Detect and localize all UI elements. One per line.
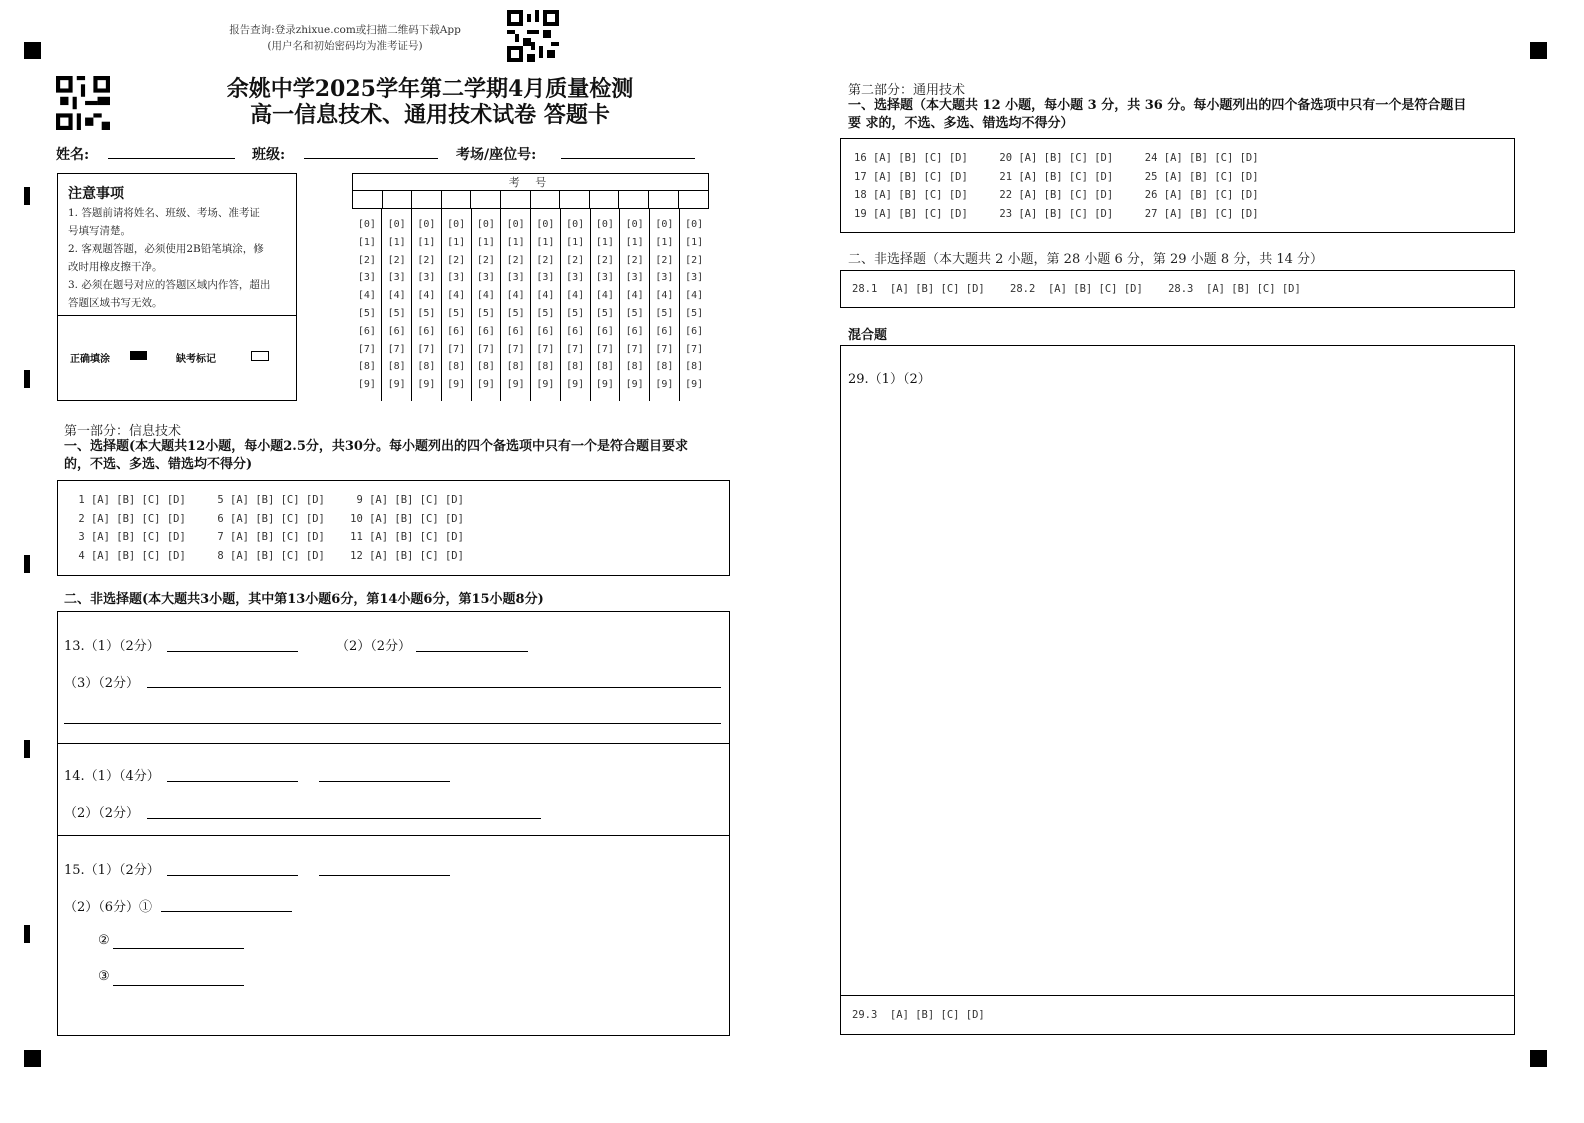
mc-row[interactable]: 1 [A] [B] [C] [D] 5 [A] [B] [C] [D] 9 [A] [B] [C] [D]: [72, 494, 464, 506]
exam-digit-bubble[interactable]: [7]: [387, 343, 406, 355]
exam-digit-bubble[interactable]: [1]: [417, 236, 436, 248]
q29-label: 29.（1）（2）: [848, 372, 931, 387]
q14-part1-answer-a[interactable]: [167, 780, 298, 782]
exam-digit-bubble[interactable]: [9]: [506, 379, 525, 391]
exam-digit-bubble[interactable]: [6]: [417, 325, 436, 337]
exam-digit-bubble[interactable]: [4]: [655, 290, 674, 302]
exam-digit-bubble[interactable]: [3]: [387, 272, 406, 284]
exam-digit-bubble[interactable]: [2]: [447, 254, 466, 266]
q15-circle2-label: ②: [98, 933, 110, 948]
mc-row[interactable]: 3 [A] [B] [C] [D] 7 [A] [B] [C] [D] 11 [A] [B] [C] [D]: [72, 531, 464, 543]
exam-digit-bubble[interactable]: [3]: [595, 272, 614, 284]
exam-digit-write-cell[interactable]: [678, 191, 708, 209]
exam-digit-write-cell[interactable]: [530, 191, 560, 209]
exam-digit-bubble[interactable]: [5]: [417, 307, 436, 319]
exam-digit-bubble[interactable]: [9]: [685, 379, 704, 391]
exam-digit-bubble[interactable]: [4]: [625, 290, 644, 302]
exam-digit-bubble[interactable]: [7]: [357, 343, 376, 355]
exam-digit-bubble[interactable]: [5]: [387, 307, 406, 319]
part1-title: 第一部分：信息技术: [64, 424, 182, 439]
exam-digit-bubble[interactable]: [0]: [566, 219, 585, 230]
q29-3-choices[interactable]: 29.3 [A] [B] [C] [D]: [852, 1009, 985, 1021]
q13-part2-answer[interactable]: [416, 650, 528, 652]
part2-mc-instruction-line2: 要 求的，不选、多选、错选均不得分）: [848, 116, 1074, 131]
exam-digit-bubble[interactable]: [8]: [566, 361, 585, 373]
exam-digit-bubble[interactable]: [4]: [595, 290, 614, 302]
exam-digit-bubble[interactable]: [6]: [357, 325, 376, 337]
q13-divider: [58, 743, 729, 744]
notice-box: [57, 173, 297, 401]
exam-digit-bubble[interactable]: [9]: [536, 379, 555, 391]
mc-row[interactable]: 17 [A] [B] [C] [D] 21 [A] [B] [C] [D] 25 [A] [B] [C] [D]: [854, 170, 1259, 183]
correct-fill-sample: [130, 351, 147, 360]
exam-digit-bubble[interactable]: [1]: [595, 236, 614, 248]
exam-digit-bubble[interactable]: [2]: [625, 254, 644, 266]
exam-digit-bubble[interactable]: [7]: [566, 343, 585, 355]
exam-digit-bubble[interactable]: [6]: [447, 325, 466, 337]
class-field[interactable]: [304, 157, 438, 159]
exam-digit-bubble[interactable]: [3]: [655, 272, 674, 284]
q14-part2-answer[interactable]: [147, 817, 541, 819]
exam-digit-bubble[interactable]: [2]: [476, 254, 495, 266]
q15-part2-answer-1[interactable]: [161, 910, 292, 912]
registration-mark-top-right: [1530, 42, 1547, 59]
notice-item: 号填写清楚。: [68, 225, 131, 237]
part1-nmc-instruction: 二、非选择题(本大题共3小题，其中第13小题6分，第14小题6分，第15小题8分): [64, 592, 544, 607]
exam-digit-column: [619, 209, 649, 401]
q13-part3-label: （3）（2分）: [64, 676, 140, 691]
exam-digit-bubble[interactable]: [1]: [357, 236, 376, 248]
exam-digit-bubble[interactable]: [7]: [685, 343, 704, 355]
q15-part1-label: 15.（1）（2分）: [64, 863, 160, 878]
page-title: [200, 76, 660, 128]
absent-mark-label: 缺考标记: [176, 354, 216, 365]
exam-digit-bubble[interactable]: [2]: [536, 254, 555, 266]
exam-digit-bubble[interactable]: [0]: [476, 219, 495, 230]
exam-digit-bubble[interactable]: [0]: [536, 219, 555, 230]
timing-mark: [24, 925, 30, 943]
mc-row[interactable]: 19 [A] [B] [C] [D] 23 [A] [B] [C] [D] 27 [A] [B] [C] [D]: [854, 207, 1259, 220]
notice-item: 答题区域书写无效。: [68, 297, 163, 309]
exam-digit-bubble[interactable]: [6]: [655, 325, 674, 337]
exam-digit-bubble[interactable]: [5]: [595, 307, 614, 319]
timing-mark: [24, 740, 30, 758]
exam-digit-write-cell[interactable]: [441, 191, 471, 209]
part2-mc-instruction-line1: 一、选择题（本大题共 12 小题，每小题 3 分，共 36 分。每小题列出的四个备选项中只有一个是符合题目: [848, 98, 1467, 113]
mc-row[interactable]: 2 [A] [B] [C] [D] 6 [A] [B] [C] [D] 10 [A] [B] [C] [D]: [72, 512, 464, 525]
seat-label: 考场/座位号:: [456, 147, 537, 163]
exam-digit-bubble[interactable]: [1]: [536, 236, 555, 248]
q14-part1-label: 14.（1）（4分）: [64, 769, 160, 784]
exam-digit-bubble[interactable]: [3]: [476, 272, 495, 284]
exam-digit-column: [471, 209, 501, 401]
exam-digit-bubble[interactable]: [8]: [655, 361, 674, 373]
exam-digit-bubble[interactable]: [9]: [566, 379, 585, 391]
exam-digit-bubble[interactable]: [3]: [506, 272, 525, 284]
exam-digit-bubble[interactable]: [2]: [417, 254, 436, 266]
exam-digit-bubble[interactable]: [1]: [566, 236, 585, 248]
part1-mc-instruction-line1: 一、选择题(本大题共12小题，每小题2.5分，共30分。每小题列出的四个备选项中只有一个是符合题目要求: [64, 439, 688, 454]
exam-digit-bubble[interactable]: [7]: [417, 343, 436, 355]
exam-digit-bubble[interactable]: [7]: [447, 343, 466, 355]
q14-part1-answer-b[interactable]: [319, 780, 450, 782]
registration-mark-bottom-left: [24, 1050, 41, 1067]
class-label: 班级:: [252, 147, 286, 163]
q28-box: [840, 270, 1515, 308]
exam-digit-bubble[interactable]: [4]: [417, 290, 436, 302]
exam-digit-bubble[interactable]: [9]: [417, 379, 436, 391]
exam-digit-bubble[interactable]: [4]: [447, 290, 466, 302]
exam-digit-column: [649, 209, 679, 401]
q28-choices[interactable]: 28.1 [A] [B] [C] [D] 28.2 [A] [B] [C] [D] 28.3 [A] [B] [C] [D]: [852, 283, 1301, 295]
exam-digit-bubble[interactable]: [2]: [387, 254, 406, 266]
registration-mark-bottom-right: [1530, 1050, 1547, 1067]
q13-part1-answer[interactable]: [167, 650, 298, 652]
exam-digit-bubble[interactable]: [3]: [625, 272, 644, 284]
exam-digit-bubble[interactable]: [6]: [595, 325, 614, 337]
q29-divider: [841, 995, 1514, 996]
qr-code-icon: [56, 76, 110, 130]
exam-digit-bubble[interactable]: [8]: [476, 361, 495, 373]
q15-part1-answer-a[interactable]: [167, 874, 298, 876]
part1-answer-box: [57, 611, 730, 1036]
part2-mc-box: [840, 138, 1515, 233]
seat-field[interactable]: [561, 157, 695, 159]
exam-digit-column: [411, 209, 441, 401]
exam-digit-write-cell[interactable]: [382, 191, 412, 209]
exam-digit-bubble[interactable]: [8]: [417, 361, 436, 373]
exam-digit-bubble[interactable]: [9]: [387, 379, 406, 391]
exam-digit-bubble[interactable]: [0]: [506, 219, 525, 230]
notice-item: 3. 必须在题号对应的答题区域内作答，超出: [68, 279, 271, 291]
exam-digit-column: [590, 209, 620, 401]
exam-digit-bubble[interactable]: [6]: [506, 325, 525, 337]
exam-digit-bubble[interactable]: [0]: [447, 219, 466, 230]
page-title-line2: 高一信息技术、通用技术试卷 答题卡: [250, 102, 610, 128]
exam-digit-bubble[interactable]: [6]: [387, 325, 406, 337]
exam-digit-bubble[interactable]: [5]: [506, 307, 525, 319]
report-query-note: [200, 22, 490, 54]
exam-digit-bubble[interactable]: [0]: [655, 219, 674, 230]
part2-nmc-instruction: 二、非选择题（本大题共 2 小题，第 28 小题 6 分，第 29 小题 8 分，共 14 分）: [848, 252, 1324, 267]
part1-mc-box: [57, 480, 730, 576]
mc-row[interactable]: 18 [A] [B] [C] [D] 22 [A] [B] [C] [D] 26 [A] [B] [C] [D]: [854, 189, 1259, 201]
notice-item: 2. 客观题答题，必须使用2B铅笔填涂，修: [68, 243, 264, 255]
notice-item: 改时用橡皮擦干净。: [68, 261, 163, 273]
exam-digit-bubble[interactable]: [5]: [625, 307, 644, 319]
q15-part2-answer-2[interactable]: [113, 947, 244, 949]
exam-digit-column: [500, 209, 530, 401]
exam-digit-bubble[interactable]: [8]: [506, 361, 525, 373]
part1-mc-instruction-line2: 的，不选、多选、错选均不得分): [64, 457, 253, 472]
part1-mc-instruction: [64, 438, 724, 474]
exam-digit-bubble[interactable]: [7]: [595, 343, 614, 355]
exam-digit-write-cell[interactable]: [412, 191, 442, 209]
exam-digit-bubble[interactable]: [3]: [536, 272, 555, 284]
exam-digit-bubble[interactable]: [8]: [536, 361, 555, 373]
exam-digit-bubble[interactable]: [4]: [506, 290, 525, 302]
exam-bubbles-wrap: [353, 209, 709, 402]
q13-part2-label: （2）（2分）: [336, 639, 412, 654]
exam-digit-bubble[interactable]: [2]: [357, 254, 376, 266]
exam-digit-bubble[interactable]: [0]: [625, 219, 644, 230]
exam-number-grid: [352, 173, 709, 401]
q13-part1-label: 13.（1）（2分）: [64, 639, 160, 654]
exam-digit-bubble[interactable]: [8]: [447, 361, 466, 373]
exam-digit-bubble[interactable]: [2]: [685, 254, 704, 266]
exam-digit-bubble[interactable]: [3]: [566, 272, 585, 284]
exam-digit-bubble[interactable]: [2]: [595, 254, 614, 266]
q14-divider: [58, 835, 729, 836]
page-title-line1: 余姚中学2025学年第二学期4月质量检测: [226, 76, 634, 102]
exam-digit-bubble[interactable]: [6]: [685, 325, 704, 337]
notice-item: 1. 答题前请将姓名、班级、考场、准考证: [68, 207, 260, 219]
exam-digit-bubble[interactable]: [2]: [566, 254, 585, 266]
exam-digit-bubble[interactable]: [2]: [655, 254, 674, 266]
registration-mark-top-left: [24, 42, 41, 59]
name-field[interactable]: [108, 157, 235, 159]
exam-digit-bubble[interactable]: [9]: [655, 379, 674, 391]
exam-digit-bubble[interactable]: [2]: [506, 254, 525, 266]
exam-digit-bubble[interactable]: [1]: [387, 236, 406, 248]
q15-part2-answer-3[interactable]: [113, 984, 244, 986]
exam-digit-bubble[interactable]: [7]: [506, 343, 525, 355]
exam-digit-bubble[interactable]: [3]: [357, 272, 376, 284]
q29-answer-area[interactable]: [841, 391, 1514, 994]
exam-digit-write-cell[interactable]: [353, 191, 383, 209]
mc-row[interactable]: 16 [A] [B] [C] [D] 20 [A] [B] [C] [D] 24 [A] [B] [C] [D]: [854, 152, 1259, 164]
exam-digit-column: [530, 209, 560, 401]
exam-digit-bubble[interactable]: [4]: [685, 290, 704, 302]
exam-digit-bubble[interactable]: [5]: [536, 307, 555, 319]
exam-digit-bubble[interactable]: [6]: [625, 325, 644, 337]
report-query-line1: 报告查询:登录zhixue.com或扫描二维码下载App: [229, 24, 461, 36]
exam-digit-bubble[interactable]: [4]: [566, 290, 585, 302]
exam-digit-bubble[interactable]: [3]: [417, 272, 436, 284]
absent-mark-checkbox[interactable]: [251, 351, 269, 361]
q14-part2-label: （2）（2分）: [64, 806, 140, 821]
exam-digit-bubble[interactable]: [1]: [655, 236, 674, 248]
exam-digit-bubble[interactable]: [9]: [447, 379, 466, 391]
report-query-line2: (用户名和初始密码均为准考证号): [267, 40, 423, 52]
timing-mark: [24, 555, 30, 573]
exam-digit-column: [560, 209, 590, 401]
exam-digit-bubble[interactable]: [7]: [536, 343, 555, 355]
q15-circle3-label: ③: [98, 969, 110, 984]
part2-mc-list[interactable]: [854, 149, 1259, 223]
exam-digit-bubble[interactable]: [6]: [566, 325, 585, 337]
q13-part3-answer[interactable]: [147, 686, 721, 688]
name-label: 姓名:: [56, 147, 90, 163]
notice-list: [68, 204, 290, 312]
correct-fill-label: 正确填涂: [70, 354, 110, 365]
exam-digit-bubble[interactable]: [8]: [387, 361, 406, 373]
exam-digit-bubble[interactable]: [4]: [536, 290, 555, 302]
exam-digit-bubble[interactable]: [8]: [595, 361, 614, 373]
part1-mc-list[interactable]: [72, 491, 464, 565]
exam-digit-bubble[interactable]: [5]: [357, 307, 376, 319]
exam-digit-bubble[interactable]: [0]: [417, 219, 436, 230]
exam-digit-bubble[interactable]: [7]: [655, 343, 674, 355]
timing-mark: [24, 187, 30, 205]
exam-digit-bubble[interactable]: [0]: [685, 219, 704, 230]
exam-digit-bubble[interactable]: [4]: [387, 290, 406, 302]
exam-digit-write-cell[interactable]: [648, 191, 678, 209]
exam-digit-write-cell[interactable]: [471, 191, 501, 209]
exam-digit-bubble[interactable]: [1]: [685, 236, 704, 248]
exam-digit-bubble[interactable]: [7]: [625, 343, 644, 355]
exam-digit-write-cell[interactable]: [560, 191, 590, 209]
exam-digit-column: [381, 209, 411, 401]
exam-digit-bubble[interactable]: [8]: [357, 361, 376, 373]
exam-digit-bubble[interactable]: [0]: [595, 219, 614, 230]
mixed-title: 混合题: [848, 328, 888, 343]
exam-digit-bubble[interactable]: [5]: [685, 307, 704, 319]
q29-box: [840, 345, 1515, 1035]
exam-digit-column: [441, 209, 471, 401]
exam-digit-bubble[interactable]: [4]: [357, 290, 376, 302]
exam-digit-bubble[interactable]: [9]: [595, 379, 614, 391]
exam-digit-bubble[interactable]: [1]: [447, 236, 466, 248]
qr-code-icon: [507, 10, 559, 62]
exam-digit-bubble[interactable]: [0]: [387, 219, 406, 230]
exam-digit-bubble[interactable]: [5]: [655, 307, 674, 319]
exam-digit-bubble[interactable]: [6]: [476, 325, 495, 337]
exam-digit-bubble[interactable]: [4]: [476, 290, 495, 302]
exam-digit-bubble[interactable]: [9]: [357, 379, 376, 391]
exam-digit-column: [353, 209, 382, 401]
exam-digit-bubble[interactable]: [1]: [625, 236, 644, 248]
exam-digit-bubble[interactable]: [5]: [476, 307, 495, 319]
q13-part3-answer-line2[interactable]: [64, 722, 721, 724]
part2-title: 第二部分：通用技术: [848, 83, 966, 98]
exam-digit-bubble[interactable]: [6]: [536, 325, 555, 337]
q15-part2-label: （2）（6分）①: [64, 900, 153, 915]
exam-number-header: 考 号: [353, 174, 709, 191]
mc-row[interactable]: 4 [A] [B] [C] [D] 8 [A] [B] [C] [D] 12 [A] [B] [C] [D]: [72, 549, 464, 562]
exam-digit-bubble[interactable]: [7]: [476, 343, 495, 355]
exam-digit-bubble[interactable]: [8]: [625, 361, 644, 373]
notice-divider: [58, 315, 296, 316]
part2-mc-instruction: [848, 97, 1516, 133]
exam-digit-bubble[interactable]: [8]: [685, 361, 704, 373]
exam-digit-bubble[interactable]: [3]: [447, 272, 466, 284]
exam-digit-bubble[interactable]: [3]: [685, 272, 704, 284]
exam-digit-bubble[interactable]: [9]: [476, 379, 495, 391]
exam-digit-bubble[interactable]: [5]: [447, 307, 466, 319]
exam-digit-write-cell[interactable]: [619, 191, 649, 209]
exam-digit-column: [679, 209, 709, 401]
q15-part1-answer-b[interactable]: [319, 874, 450, 876]
exam-digit-write-cell[interactable]: [589, 191, 619, 209]
notice-title: 注意事项: [68, 186, 124, 202]
exam-digit-bubble[interactable]: [0]: [357, 219, 376, 230]
exam-digit-bubble[interactable]: [1]: [476, 236, 495, 248]
exam-digit-bubble[interactable]: [9]: [625, 379, 644, 391]
exam-digit-bubble[interactable]: [5]: [566, 307, 585, 319]
timing-mark: [24, 370, 30, 388]
exam-digit-write-cell[interactable]: [500, 191, 530, 209]
exam-digit-bubble[interactable]: [1]: [506, 236, 525, 248]
